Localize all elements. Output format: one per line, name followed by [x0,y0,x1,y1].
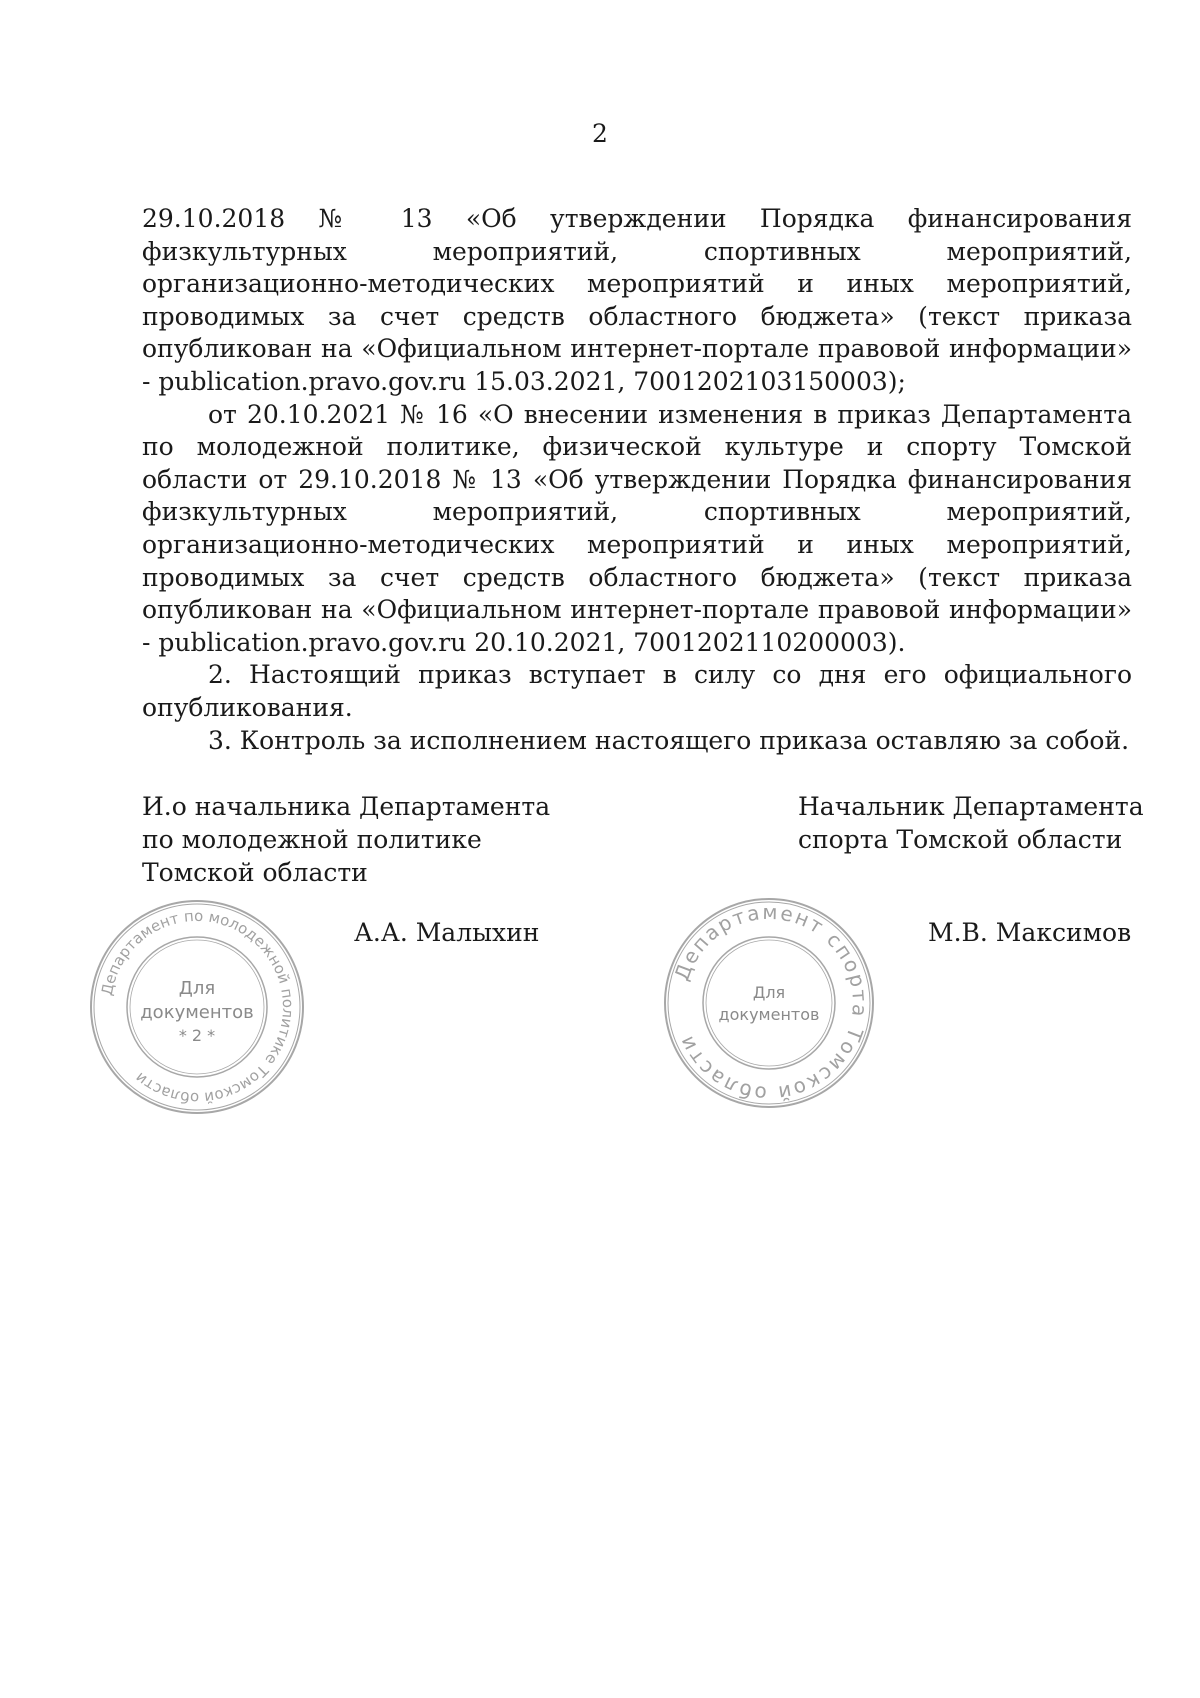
svg-text:Департамент спорта Томской обл [669,900,872,1106]
stamp-left-ring-text: Департамент по молодежной политике Томской области [97,906,298,1108]
stamp-right-ring-text: Департамент спорта Томской области [669,899,873,1107]
paragraph-amendment: от 20.10.2021 № 16 «О внесении изменения в приказ Департамента по молодежной политике, физической культуре и спорту Томской области от 29.10.2018 № 13 «Об утверждении Порядка финансирования физкультурных мероприятий, спортивных мероприятий, организационно-методических мероприятий и иных мероприятий, проводимых за счет средств областного бюджета» (текст приказа опубликован на «Официальном интернет-портале правовой информации» - publication.pravo.gov.ru 20.10.2021, 7001202110200003). [142,399,1132,657]
position-line: И.о начальника Департамента [142,792,551,821]
paragraph-effective-date: 2. Настоящий приказ вступает в силу со дня его официального опубликования. [142,660,1132,722]
paragraph-continuation: 29.10.2018 № 13 «Об утверждении Порядка финансирования физкультурных мероприятий, спортивных мероприятий, организационно-методических мероприятий и иных мероприятий, проводимых за счет средств областного бюджета» (текст приказа опубликован на «Официальном интернет-портале правовой информации» - publication.pravo.gov.ru 15.03.2021, 7001202103150003); [142,204,1132,396]
stamp-left-center-line: документов [140,1002,254,1023]
stamp-right [660,894,878,1112]
stamp-right-center-line: Для [752,983,786,1002]
stamp-right-center-line: документов [718,1005,820,1024]
page-number: 2 [592,119,608,148]
signature-right-position [798,790,1144,856]
signature-left-name: А.А. Малыхин [354,918,540,947]
position-line: спорта Томской области [798,825,1123,854]
stamp-left [86,896,308,1118]
position-line: по молодежной политике [142,825,482,854]
order-body [142,203,1132,757]
signature-left-position [142,790,550,889]
position-line: Томской области [142,858,368,887]
stamp-left-center-line: * 2 * [178,1026,216,1045]
signature-right-name: М.В. Максимов [928,918,1132,947]
stamp-left-center-line: Для [178,978,216,999]
position-line: Начальник Департамента [798,792,1144,821]
paragraph-control: 3. Контроль за исполнением настоящего приказа оставляю за собой. [208,725,1130,755]
